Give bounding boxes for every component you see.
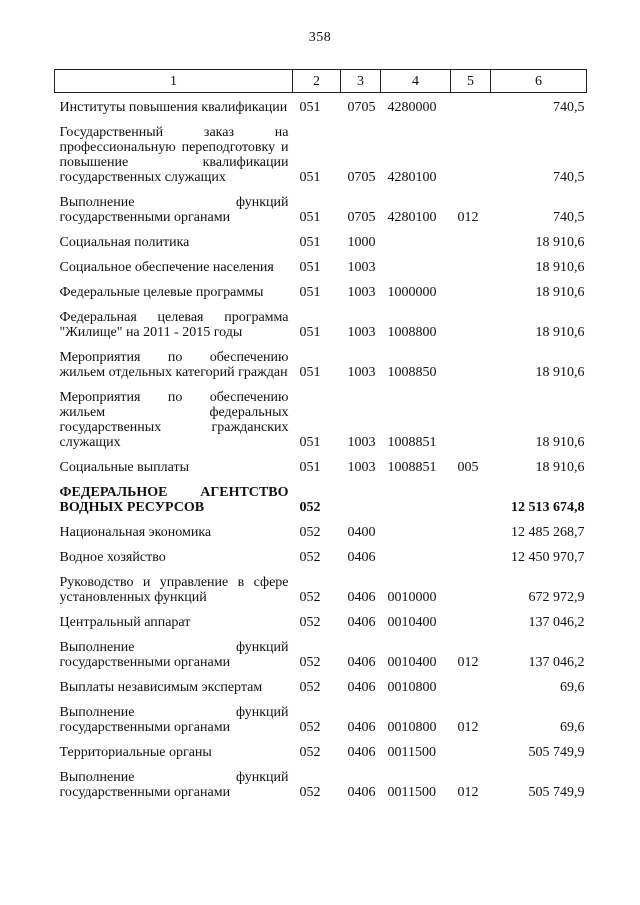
- table-row: [55, 450, 587, 475]
- row-chapter-code: 052: [299, 590, 321, 605]
- header-row: [55, 70, 587, 93]
- row-amount: 137 046,2: [528, 615, 585, 630]
- row-name: Социальное обеспечение населения: [59, 260, 274, 275]
- row-target-code: 1008851: [387, 460, 437, 475]
- row-target-code: 1000000: [387, 285, 437, 300]
- row-section-code: 0406: [347, 720, 376, 735]
- row-name: Социальная политика: [59, 235, 190, 250]
- row-amount: 18 910,6: [535, 365, 585, 380]
- row-section-code: 0406: [347, 680, 376, 695]
- row-amount: 18 910,6: [535, 435, 585, 450]
- row-amount: 12 513 674,8: [511, 500, 585, 515]
- row-name: Выплаты независимым экспертам: [59, 680, 263, 695]
- row-section-code: 0705: [347, 170, 376, 185]
- row-chapter-code: 052: [299, 745, 321, 760]
- row-target-code: 0010400: [387, 615, 437, 630]
- row-section-code: 1003: [347, 325, 376, 340]
- row-name: Выполнение функций государственными органами: [59, 195, 289, 225]
- row-expense-code: [451, 735, 491, 760]
- row-name: Федеральная целевая программа "Жилище" на 2011 - 2015 годы: [59, 310, 289, 340]
- table-row: [55, 605, 587, 630]
- table-row: [55, 250, 587, 275]
- table-row: [55, 340, 587, 380]
- row-chapter-code: 052: [299, 655, 321, 670]
- table-row: [55, 225, 587, 250]
- table-row: [55, 515, 587, 540]
- header-col-2: 2: [293, 70, 341, 93]
- row-expense-code: [451, 515, 491, 540]
- row-name: Центральный аппарат: [59, 615, 191, 630]
- row-section-code: [341, 475, 381, 515]
- row-expense-code: 012: [457, 720, 479, 735]
- header-col-4: 4: [381, 70, 451, 93]
- row-section-code: 0400: [347, 525, 376, 540]
- row-chapter-code: 052: [299, 500, 321, 515]
- row-section-code: 1000: [347, 235, 376, 250]
- row-chapter-code: 051: [299, 365, 321, 380]
- row-amount: 18 910,6: [535, 325, 585, 340]
- row-target-code: [381, 515, 451, 540]
- page-number: 358: [308, 30, 332, 45]
- row-amount: 69,6: [560, 720, 585, 735]
- header-col-6: 6: [491, 70, 587, 93]
- row-expense-code: [451, 540, 491, 565]
- row-expense-code: [451, 225, 491, 250]
- row-amount: 18 910,6: [535, 235, 585, 250]
- row-target-code: 4280100: [387, 210, 437, 225]
- row-chapter-code: 052: [299, 550, 321, 565]
- row-section-code: 0406: [347, 785, 376, 800]
- row-target-code: 0011500: [387, 785, 436, 800]
- row-expense-code: [451, 115, 491, 185]
- row-section-code: 1003: [347, 435, 376, 450]
- row-chapter-code: 051: [299, 260, 321, 275]
- table-row: [55, 475, 587, 515]
- row-chapter-code: 051: [299, 325, 321, 340]
- row-name: ФЕДЕРАЛЬНОЕ АГЕНТСТВО ВОДНЫХ РЕСУРСОВ: [59, 485, 289, 515]
- row-expense-code: [451, 565, 491, 605]
- row-name: Мероприятия по обеспечению жильем федеральных государственных гражданских служащих: [59, 390, 289, 450]
- row-target-code: 1008800: [387, 325, 437, 340]
- table-row: [55, 630, 587, 670]
- row-name: Территориальные органы: [59, 745, 212, 760]
- row-chapter-code: 051: [299, 460, 321, 475]
- row-chapter-code: 051: [299, 235, 321, 250]
- row-name: Национальная экономика: [59, 525, 212, 540]
- row-name: Федеральные целевые программы: [59, 285, 264, 300]
- row-amount: 18 910,6: [535, 260, 585, 275]
- row-chapter-code: 052: [299, 525, 321, 540]
- row-expense-code: 005: [457, 460, 479, 475]
- row-amount: 69,6: [560, 680, 585, 695]
- row-amount: 740,5: [553, 210, 585, 225]
- row-name: Выполнение функций государственными органами: [59, 705, 289, 735]
- row-name: Институты повышения квалификации: [59, 100, 288, 115]
- budget-table: [54, 69, 587, 800]
- row-expense-code: [451, 275, 491, 300]
- row-section-code: 1003: [347, 260, 376, 275]
- row-amount: 12 485 268,7: [511, 525, 585, 540]
- row-section-code: 0406: [347, 745, 376, 760]
- header-col-3: 3: [341, 70, 381, 93]
- row-expense-code: 012: [457, 210, 479, 225]
- row-target-code: 0010800: [387, 720, 437, 735]
- row-amount: 18 910,6: [535, 285, 585, 300]
- row-target-code: [381, 475, 451, 515]
- table-header: [55, 70, 587, 93]
- row-amount: 740,5: [553, 170, 585, 185]
- row-section-code: 0406: [347, 615, 376, 630]
- table-row: [55, 275, 587, 300]
- row-name: Мероприятия по обеспечению жильем отдельных категорий граждан: [59, 350, 289, 380]
- row-target-code: 0010800: [387, 680, 437, 695]
- row-target-code: 0010400: [387, 655, 437, 670]
- row-section-code: 0406: [347, 550, 376, 565]
- header-col-5: 5: [451, 70, 491, 93]
- row-amount: 18 910,6: [535, 460, 585, 475]
- row-name: Социальные выплаты: [59, 460, 190, 475]
- row-expense-code: [451, 93, 491, 116]
- row-target-code: 4280100: [387, 170, 437, 185]
- row-chapter-code: 052: [299, 785, 321, 800]
- row-expense-code: 012: [457, 655, 479, 670]
- row-amount: 740,5: [553, 100, 585, 115]
- row-section-code: 0406: [347, 590, 376, 605]
- row-target-code: 0010000: [387, 590, 437, 605]
- row-section-code: 0705: [347, 210, 376, 225]
- row-name: Государственный заказ на профессиональную переподготовку и повышение квалификации государственных служащих: [59, 125, 289, 185]
- row-section-code: 1003: [347, 460, 376, 475]
- row-name: Водное хозяйство: [59, 550, 166, 565]
- row-expense-code: [451, 300, 491, 340]
- row-amount: 505 749,9: [528, 785, 585, 800]
- row-section-code: 0705: [347, 100, 376, 115]
- row-amount: 137 046,2: [528, 655, 585, 670]
- row-amount: 505 749,9: [528, 745, 585, 760]
- row-chapter-code: 052: [299, 680, 321, 695]
- row-target-code: 1008850: [387, 365, 437, 380]
- row-name: Руководство и управление в сфере установленных функций: [59, 575, 289, 605]
- table-row: [55, 185, 587, 225]
- table-row: [55, 670, 587, 695]
- row-chapter-code: 052: [299, 615, 321, 630]
- row-chapter-code: 051: [299, 210, 321, 225]
- row-expense-code: [451, 670, 491, 695]
- row-target-code: [381, 250, 451, 275]
- row-target-code: [381, 540, 451, 565]
- row-section-code: 1003: [347, 285, 376, 300]
- row-expense-code: [451, 340, 491, 380]
- row-chapter-code: 052: [299, 720, 321, 735]
- table-body: [55, 93, 587, 801]
- table-row: [55, 565, 587, 605]
- row-target-code: 1008851: [387, 435, 437, 450]
- row-expense-code: [451, 605, 491, 630]
- row-expense-code: [451, 250, 491, 275]
- row-name: Выполнение функций государственными органами: [59, 640, 289, 670]
- row-expense-code: 012: [457, 785, 479, 800]
- header-col-1: 1: [55, 70, 293, 93]
- table-row: [55, 115, 587, 185]
- row-chapter-code: 051: [299, 285, 321, 300]
- table-row: [55, 735, 587, 760]
- row-section-code: 0406: [347, 655, 376, 670]
- row-section-code: 1003: [347, 365, 376, 380]
- row-target-code: [381, 225, 451, 250]
- table-row: [55, 695, 587, 735]
- row-chapter-code: 051: [299, 435, 321, 450]
- row-amount: 12 450 970,7: [511, 550, 585, 565]
- table-row: [55, 300, 587, 340]
- row-expense-code: [451, 380, 491, 450]
- row-amount: 672 972,9: [528, 590, 585, 605]
- row-chapter-code: 051: [299, 100, 321, 115]
- row-name: Выполнение функций государственными органами: [59, 770, 289, 800]
- row-chapter-code: 051: [299, 170, 321, 185]
- table-row: [55, 380, 587, 450]
- row-expense-code: [451, 475, 491, 515]
- row-target-code: 4280000: [387, 100, 437, 115]
- row-target-code: 0011500: [387, 745, 436, 760]
- table-row: [55, 540, 587, 565]
- table-row: [55, 93, 587, 116]
- table-row: [55, 760, 587, 800]
